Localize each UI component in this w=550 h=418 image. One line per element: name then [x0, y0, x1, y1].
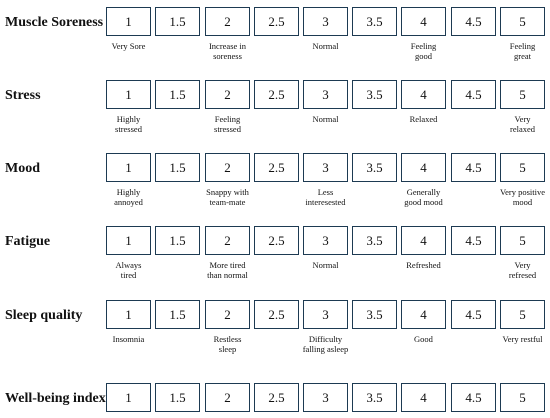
- rating-option-1[interactable]: 1: [106, 153, 151, 182]
- rating-descriptor: Refreshed: [406, 260, 441, 270]
- rating-option-1-5[interactable]: 1.5: [155, 226, 200, 255]
- rating-descriptor: Difficulty falling asleep: [302, 334, 349, 354]
- rating-option-3-5[interactable]: 3.5: [352, 80, 397, 109]
- rating-option-1-5[interactable]: 1.5: [155, 300, 200, 329]
- rating-descriptor: Feeling stressed: [214, 114, 241, 134]
- rating-descriptor: Good: [414, 334, 433, 344]
- rating-option-4-5[interactable]: 4.5: [451, 383, 496, 412]
- rating-option-2-5[interactable]: 2.5: [254, 226, 299, 255]
- rating-option-4-5[interactable]: 4.5: [451, 80, 496, 109]
- rating-option-1[interactable]: 1: [106, 7, 151, 36]
- rating-option-2-5[interactable]: 2.5: [254, 300, 299, 329]
- rating-option-5[interactable]: 5: [500, 383, 545, 412]
- row-label: Stress: [5, 88, 41, 103]
- rating-descriptor: Snappy with team-mate: [206, 187, 249, 207]
- rating-option-2[interactable]: 2: [205, 226, 250, 255]
- rating-descriptor: Increase in soreness: [208, 41, 247, 61]
- rating-option-1[interactable]: 1: [106, 80, 151, 109]
- row-label: Muscle Soreness: [5, 15, 104, 30]
- rating-option-2[interactable]: 2: [205, 80, 250, 109]
- rating-option-1-5[interactable]: 1.5: [155, 7, 200, 36]
- rating-option-3[interactable]: 3: [303, 300, 348, 329]
- rating-option-4[interactable]: 4: [401, 383, 446, 412]
- rating-option-2-5[interactable]: 2.5: [254, 153, 299, 182]
- rating-descriptor: Relaxed: [409, 114, 438, 124]
- rating-option-4[interactable]: 4: [401, 226, 446, 255]
- rating-option-3[interactable]: 3: [303, 383, 348, 412]
- rating-descriptor: Highly annoyed: [114, 187, 143, 207]
- rating-option-4-5[interactable]: 4.5: [451, 300, 496, 329]
- rating-descriptor: Less interesested: [305, 187, 346, 207]
- row-label: Well-being index: [5, 391, 106, 406]
- rating-descriptor: Always tired: [115, 260, 142, 280]
- rating-option-4[interactable]: 4: [401, 300, 446, 329]
- rating-option-3-5[interactable]: 3.5: [352, 383, 397, 412]
- rating-option-3-5[interactable]: 3.5: [352, 300, 397, 329]
- rating-option-4-5[interactable]: 4.5: [451, 153, 496, 182]
- rating-option-1-5[interactable]: 1.5: [155, 383, 200, 412]
- rating-option-2[interactable]: 2: [205, 153, 250, 182]
- rating-option-2[interactable]: 2: [205, 383, 250, 412]
- rating-descriptor: More tired than normal: [207, 260, 248, 280]
- row-label: Fatigue: [5, 234, 51, 249]
- rating-option-1[interactable]: 1: [106, 300, 151, 329]
- rating-option-4[interactable]: 4: [401, 153, 446, 182]
- rating-descriptor: Very relaxed: [509, 114, 535, 134]
- rating-option-5[interactable]: 5: [500, 80, 545, 109]
- rating-option-4-5[interactable]: 4.5: [451, 226, 496, 255]
- rating-descriptor: Restless sleep: [213, 334, 242, 354]
- rating-option-1-5[interactable]: 1.5: [155, 80, 200, 109]
- rating-descriptor: Very restful: [502, 334, 543, 344]
- rating-descriptor: Insomnia: [112, 334, 145, 344]
- row-label: Sleep quality: [5, 308, 83, 323]
- rating-descriptor: Very positive mood: [499, 187, 546, 207]
- rating-descriptor: Normal: [312, 114, 339, 124]
- rating-option-2-5[interactable]: 2.5: [254, 80, 299, 109]
- rating-option-3[interactable]: 3: [303, 226, 348, 255]
- rating-option-2[interactable]: 2: [205, 300, 250, 329]
- rating-option-2-5[interactable]: 2.5: [254, 7, 299, 36]
- rating-descriptor: Feeling good: [410, 41, 437, 61]
- rating-option-5[interactable]: 5: [500, 300, 545, 329]
- rating-option-5[interactable]: 5: [500, 153, 545, 182]
- rating-option-1[interactable]: 1: [106, 383, 151, 412]
- rating-descriptor: Normal: [312, 260, 339, 270]
- rating-option-1-5[interactable]: 1.5: [155, 153, 200, 182]
- rating-descriptor: Very refresed: [508, 260, 537, 280]
- rating-descriptor: Highly stressed: [115, 114, 142, 134]
- rating-option-3[interactable]: 3: [303, 153, 348, 182]
- row-label: Mood: [5, 161, 40, 176]
- rating-option-3-5[interactable]: 3.5: [352, 7, 397, 36]
- rating-descriptor: Feeling great: [509, 41, 536, 61]
- rating-option-2[interactable]: 2: [205, 7, 250, 36]
- rating-option-1[interactable]: 1: [106, 226, 151, 255]
- rating-option-5[interactable]: 5: [500, 7, 545, 36]
- rating-option-3[interactable]: 3: [303, 80, 348, 109]
- rating-option-4[interactable]: 4: [401, 7, 446, 36]
- rating-option-4-5[interactable]: 4.5: [451, 7, 496, 36]
- rating-option-3[interactable]: 3: [303, 7, 348, 36]
- rating-option-3-5[interactable]: 3.5: [352, 226, 397, 255]
- rating-descriptor: Normal: [312, 41, 339, 51]
- rating-option-4[interactable]: 4: [401, 80, 446, 109]
- rating-option-2-5[interactable]: 2.5: [254, 383, 299, 412]
- rating-option-5[interactable]: 5: [500, 226, 545, 255]
- rating-option-3-5[interactable]: 3.5: [352, 153, 397, 182]
- rating-descriptor: Very Sore: [111, 41, 146, 51]
- rating-descriptor: Generally good mood: [404, 187, 443, 207]
